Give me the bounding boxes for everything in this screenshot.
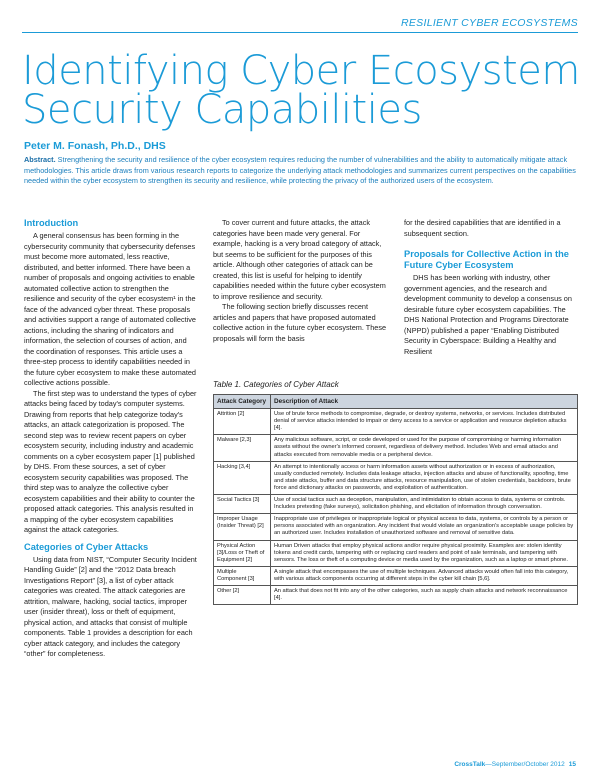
proposals-paragraph: DHS has been working with industry, other government agencies, and the research and development community to develop a consensus on desirable future cyber ecosystem capabilities. The DHS National Protection and Programs Directorate (NPPD) published a paper “Enabling Distributed Security in Cyberspace: Building a Healthy and Resilient xyxy=(404,273,572,356)
table-caption: Table 1. Categories of Cyber Attack xyxy=(213,380,339,389)
table-row xyxy=(214,461,578,494)
row-category: Malware [2,3] xyxy=(214,435,271,461)
magazine-name: CrossTalk xyxy=(454,761,486,768)
page-footer xyxy=(454,761,576,768)
issue-date: —September/October 2012 xyxy=(485,761,565,768)
attack-categories-table xyxy=(213,394,578,605)
row-category: Hacking [3,4] xyxy=(214,461,271,494)
row-category: Improper Usage (Insider Threat) [2] xyxy=(214,514,271,540)
table-row xyxy=(214,435,578,461)
categories-paragraph: Using data from NIST, “Computer Security Incident Handling Guide” [2] and the “2012 Data breach Investigations Report” [3], a list of cyber attack categories was created. The attack categories are attrition, malware, hacking, social tactics, improper user (insider threat), loss or theft of equipment, physical action, and attacks that consist of multiple components. Table 1 provides a description for each cyber attack category, and includes the category “other” for completeness. xyxy=(24,554,197,658)
row-category: Attrition [2] xyxy=(214,409,271,435)
section-tag: RESILIENT CYBER ECOSYSTEMS xyxy=(400,17,578,29)
article-title: Identifying Cyber Ecosystem Security Capabilities xyxy=(22,48,580,133)
row-description: An attempt to intentionally access or harm information assets without authorization or in excess of authorization, usually conducted remotely. Includes data leakage attacks, injection attacks and abuse of functionality, spoofing, time and state attacks, buffer and data structure attacks, resource manipulation, use of stolen credentials, backdoors, brute force and dictionary attacks on passwords, and exploitation of authentication. xyxy=(271,461,578,494)
abstract xyxy=(24,155,576,187)
table-row xyxy=(214,540,578,566)
table-header-category: Attack Category xyxy=(214,395,271,409)
row-category: Multiple Component [3] xyxy=(214,566,271,585)
categories-heading: Categories of Cyber Attacks xyxy=(24,541,149,552)
column3-paragraph-1: for the desired capabilities that are identified in a subsequent section. xyxy=(404,218,561,238)
table-header-description: Description of Attack xyxy=(271,395,578,409)
column-3 xyxy=(404,218,578,357)
abstract-text: Strengthening the security and resilience of the cyber ecosystem requires reducing the number of vulnerabilities and the ability to automatically mitigate attack methodologies. This article draws from various research reports to categorize the underlying attack methodologies and summarizes current perspectives on the capabilities needed within the cyber ecosystem to strengthen its security and resilience, while protecting the privacy of the authorized users of the ecosystem. xyxy=(24,155,576,186)
column-2 xyxy=(213,218,388,344)
row-description: Inappropriate use of privileges or inappropriate logical or physical access to data, systems, or controls by a person or persons associated with an organization. Any incident that would violate an organization's acceptable usage policies by an authorized user. Includes installation of unauthorized software and removal of sensitive data. xyxy=(271,514,578,540)
table-header-row xyxy=(214,395,578,409)
intro-heading: Introduction xyxy=(24,218,79,228)
column-1 xyxy=(24,218,198,660)
abstract-label: Abstract. xyxy=(24,155,56,164)
table-row xyxy=(214,514,578,540)
row-description: Any malicious software, script, or code developed or used for the purpose of compromising or harming information assets without the owner's informed consent, regardless of delivery method. Includes Web and email attacks and attacks executed from removable media or a peripheral device. xyxy=(271,435,578,461)
column2-paragraph-2: The following section briefly discusses recent articles and papers that have proposed automated collective action in the future cyber ecosystem. These proposals will form the basis xyxy=(213,302,387,343)
column2-paragraph-1: To cover current and future attacks, the attack categories have been made very general. For example, hacking is a very broad category of attack, but seems to be sufficient for the purposes of this article. Although other categories of attack can be created, this list is useful for helping to identify capabilities needed within the future cyber ecosystem to improve resilience and security. xyxy=(213,218,386,301)
row-category: Physical Action [3]/Loss or Theft of Equipment [2] xyxy=(214,540,271,566)
row-category: Other [2] xyxy=(214,585,271,604)
row-description: Use of social tactics such as deception, manipulation, and intimidation to obtain access to data, systems or controls. Includes pretexting (fake surveys), solicitation phishing, and elicitation of information through conversation. xyxy=(271,495,578,514)
row-description: An attack that does not fit into any of the other categories, such as supply chain attacks and network reconnaissance [4]. xyxy=(271,585,578,604)
proposals-heading: Proposals for Collective Action in the Future Cyber Ecosystem xyxy=(404,249,569,270)
table-row xyxy=(214,566,578,585)
table-row xyxy=(214,585,578,604)
table-row xyxy=(214,495,578,514)
row-description: Human Driven attacks that employ physical actions and/or require physical proximity. Examples are: stolen identity tokens and credit cards, tampering with or replacing card readers and point of sale terminals, and tampering with sensors. The loss or theft of a computing device or media used by the organization, such as a laptop or smart phone. xyxy=(271,540,578,566)
page-number: 15 xyxy=(568,761,576,768)
intro-paragraph-1: A general consensus has been forming in the cybersecurity community that cybersecurity defenses must become more automated, less reactive, distributed, and better informed. There have been a number of proposals and ongoing activities to enable automated collective action to strengthen the resilience and security of the cyber ecosystem¹ in the face of the advanced cyber threat. These proposals and activities support a range of automated collective actions, including the sharing of indicators and information, the selection of courses of action, and the coordination of responses. This article uses a three-step process to identify capabilities needed in the future cyber ecosystem to make these automated collective actions possible. xyxy=(24,231,196,387)
row-category: Social Tactics [3] xyxy=(214,495,271,514)
table-row xyxy=(214,409,578,435)
header-rule xyxy=(22,32,578,33)
intro-paragraph-2: The first step was to understand the types of cyber attacks being faced by today's computer systems. Drawing from reports that help categorize today's attacks, an attack categorization is proposed. The second step was to review recent papers on cyber ecosystem security, including industry and academic comments on a cyber ecosystem paper [1] published by DHS. From these sources, a set of cyber ecosystem security capabilities was proposed. The third step was to analyze the collective cyber ecosystem capabilities and their ability to counter the proposed attack categories. This analysis resulted in a mapping of the cyber ecosystem capabilities against the attack categories. xyxy=(24,388,197,534)
row-description: A single attack that encompasses the use of multiple techniques. Advanced attacks would often fall into this category, with various attack components occurring at different steps in the cyber kill chain [5,6]. xyxy=(271,566,578,585)
author-line: Peter M. Fonash, Ph.D., DHS xyxy=(24,140,166,152)
row-description: Use of brute force methods to compromise, degrade, or destroy systems, networks, or services. Includes distributed denial of service attacks intended to impair or deny access to a service or application and resource depletion attacks [4]. xyxy=(271,409,578,435)
